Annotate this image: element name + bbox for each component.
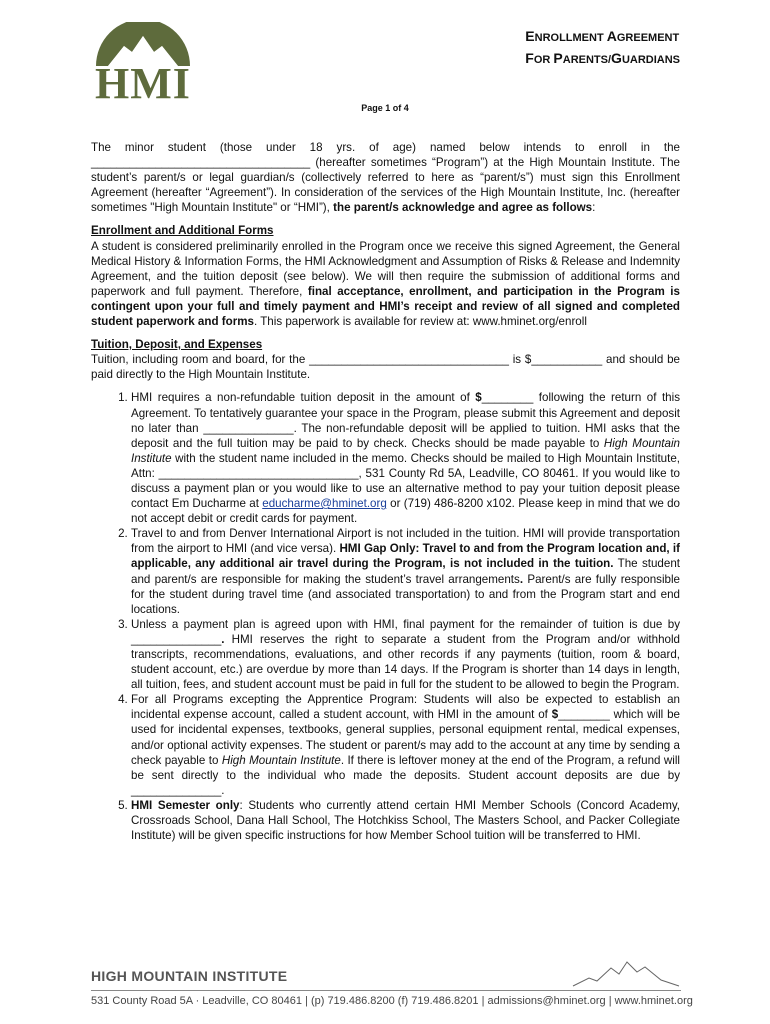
logo-text: HMI — [95, 59, 191, 108]
tuition-paragraph: Tuition, including room and board, for the _______________________________ is $___________ and should be paid directly to the High Mountain Institute. — [91, 353, 680, 382]
page-footer — [91, 958, 693, 1018]
list-item: 2. Travel to and from Denver International Airport is not included in the tuition. HMI will provide transportation from the airport to HMI (and vice versa). HMI Gap Only: Travel to and from the Program location and, if applicable, any additional air travel during the Program, is not included in the tuition. The student and parent/s are responsible for making the student’s travel arrangements. Parent/s are fully responsible for the student during travel time (and associated transportation) to and from the Program start and end locations. — [131, 526, 680, 617]
document-title — [525, 26, 680, 70]
footer-contact: 531 County Road 5A · Leadville, CO 80461 | (p) 719.486.8200 (f) 719.486.8201 | admissions@hminet.org | www.hminet.org — [91, 995, 693, 1007]
list-item: 3. Unless a payment plan is agreed upon with HMI, final payment for the remainder of tuition is due by ______________. HMI reserves the right to separate a student from the Program and/or withhold transcripts, recommendations, evaluations, and other records if any payments (tuition, room & board, student account, etc.) are overdue by more than 14 days. If the Program is shorter than 14 days in length, all tuition, fees, and student account must be paid in full for the student to be allowed to begin the Program. — [131, 617, 680, 692]
list-item: 1. HMI requires a non-refundable tuition deposit in the amount of $________ following the return of this Agreement. To tentatively guarantee your space in the Program, please submit this Agreement and deposit no later than ______________. The non-refundable deposit will be applied to tuition. HMI asks that the deposit and the full tuition may be paid to by check. Checks should be made payable to High Mountain Institute with the student name included in the memo. Checks should be mailed to High Mountain Institute, Attn: _______________________________, 531 County Rd 5A, Leadville, CO 80461. If you would like to discuss a payment plan or you would like to use an alternative method to pay your tuition deposit please contact Em Ducharme at educharme@hminet.org or (719) 486-8200 x102. Please keep in mind that we do not accept debit or credit cards for payment. — [131, 390, 680, 526]
list-item: 4. For all Programs excepting the Apprentice Program: Students will also be expected to establish an incidental expense account, called a student account, with HMI in the amount of $________ which will be used for incidental expenses, textbooks, general supplies, personal equipment rental, medical expenses, and/or optional activity expenses. The student or parent/s may add to the account at any time by sending a check payable to High Mountain Institute. If there is leftover money at the end of the Program, a refund will be sent directly to the individual who made the deposits. Student account deposits are due by ______________. — [131, 692, 680, 798]
email-link[interactable]: educharme@hminet.org — [262, 497, 387, 511]
hmi-logo — [88, 22, 198, 108]
title-line-1: ENROLLMENT AGREEMENT — [525, 28, 680, 44]
mountain-outline-icon — [571, 958, 681, 990]
tuition-list — [91, 390, 680, 843]
intro-paragraph: The minor student (those under 18 yrs. of age) named below intends to enroll in the __________________________________ (hereafter sometimes “Program”) at the High Mountain Institute. The student’s parent/s or legal guardian/s (collectively referred to here as “parent/s”) must sign this Enrollment Agreement (hereafter “Agreement”). In consideration of the services of the High Mountain Institute, Inc. (hereafter sometimes "High Mountain Institute" or “HMI”), the parent/s acknowledge and agree as follows: — [91, 141, 680, 215]
enrollment-heading: Enrollment and Additional Forms — [91, 224, 274, 238]
document-body — [91, 140, 680, 843]
title-line-2: FOR PARENTS/GUARDIANS — [525, 50, 680, 66]
footer-org-name: HIGH MOUNTAIN INSTITUTE — [91, 968, 288, 984]
footer-divider — [91, 990, 681, 991]
tuition-heading: Tuition, Deposit, and Expenses — [91, 338, 263, 352]
page-number: Page 1 of 4 — [361, 103, 409, 113]
enrollment-paragraph: A student is considered preliminarily enrolled in the Program once we receive this signed Agreement, the General Medical History & Information Forms, the HMI Acknowledgment and Assumption of Risks & Release and Indemnity Agreement, and the tuition deposit (see below). We will then require the submission of additional forms and paperwork and full payment. Therefore, final acceptance, enrollment, and participation in the Program is contingent upon your full and timely payment and HMI’s receipt and review of all signed and completed student paperwork and forms. This paperwork is available for review at: www.hminet.org/enroll — [91, 239, 680, 329]
list-item: 5. HMI Semester only: Students who currently attend certain HMI Member Schools (Concord Academy, Crossroads School, Dana Hall School, The Hotchkiss School, The Masters School, and Packer Collegiate Institute) will be given specific instructions for how Member School tuition will be transferred to HMI. — [131, 798, 680, 843]
